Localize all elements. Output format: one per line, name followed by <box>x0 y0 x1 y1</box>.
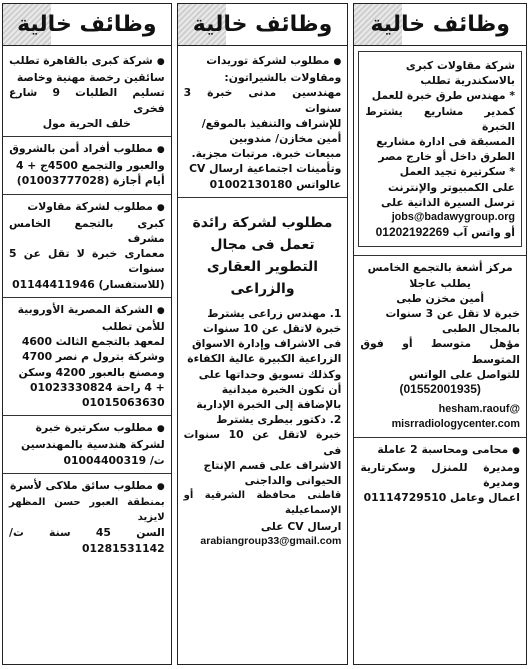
ad-email[interactable]: arabiangroup33@gmail.com <box>200 534 342 547</box>
ad-phone: (01552001935) <box>399 382 481 397</box>
ad-line: سائقين رخصة مهنية وخاصة <box>16 71 165 85</box>
ad-line: قاطنى محافظة الشرقية أو الإسماعيلية <box>183 490 342 517</box>
ad-line: اعمال وعامل 01114729510 <box>363 491 520 505</box>
ad-radiology-center <box>354 255 526 438</box>
ad-line: مبيعات خبرة. مرتبات مجزية. <box>191 147 342 161</box>
ad-line: الحيوانى والداجنى <box>244 474 342 488</box>
ad-construction-alexandria <box>358 51 522 247</box>
ad-line: معمارى خبرة لا تقل عن 5 سنوات <box>9 247 165 276</box>
ad-supplies-sheraton <box>178 46 348 198</box>
jobs-column-2 <box>177 3 349 665</box>
ad-line: مهندسين مدنى خبرة 3 سنوات <box>183 86 342 115</box>
ad-line: الزراعية الكبيرة عالية الكفاءة <box>187 352 342 366</box>
ad-line: مركز أشعة بالتجمع الخامس <box>367 261 513 275</box>
ad-private-driver <box>3 474 171 561</box>
ad-line: لشركة هندسية بالمهندسين <box>20 438 165 452</box>
ad-line: 2. دكتور بيطرى يشترط <box>216 413 342 427</box>
ad-headline: مطلوب لشركة رائدة تعمل فى مجال التطوير العقارى والزراعى <box>192 214 333 297</box>
ad-egyptian-european-security <box>3 298 171 416</box>
ad-line: ● محامى ومحاسبة 2 عاملة <box>360 442 520 459</box>
ad-line: السن 45 سنة ت/ 01281531142 <box>9 526 165 555</box>
ad-line: بالإضافة إلى الخبرة الإدارية <box>196 398 342 412</box>
ad-line: ارسال CV على <box>260 519 342 533</box>
jobs-column-1 <box>353 3 527 665</box>
column-header <box>354 4 526 46</box>
ad-line: يطلب عاجلا <box>409 276 471 290</box>
ad-line: أن تكون الخبرة ميدانية <box>221 382 342 396</box>
ad-line: ترسل السيرة الذاتية على <box>381 195 515 209</box>
ad-email[interactable]: jobs@badawygroup.org <box>391 211 515 224</box>
whatsapp-number: 01202192269 <box>375 225 450 240</box>
ad-line: عالواتس 01002130180 <box>209 177 342 191</box>
ad-line: أيام أجازة (01003777028) <box>16 174 165 188</box>
ad-line: بالاسكندرية تطلب <box>420 74 515 88</box>
ad-line: لمعهد بالتجمع الثالث 4600 <box>21 335 165 349</box>
ad-email-part1[interactable]: hesham.raouf@ <box>438 403 520 416</box>
whatsapp-label: أو واتس آب <box>452 226 515 240</box>
ad-household-staff <box>354 438 526 510</box>
column-header <box>178 4 348 46</box>
ad-line: أمين مخزن طبى <box>396 291 485 305</box>
ad-secretary-engineering <box>3 416 171 474</box>
ad-line: * مهندس طرق خبرة للعمل <box>371 89 515 103</box>
ad-line: ● شركة كبرى بالقاهرة تطلب <box>9 53 165 70</box>
ad-line: ● مطلوب لشركة توريدات <box>184 53 342 70</box>
ad-line: 01015063630 <box>82 396 165 410</box>
ad-drivers-cairo <box>3 46 171 137</box>
ad-line: فى الاشراف وإدارة الاسواق <box>192 337 342 351</box>
ad-line: للإشراف والتنفيذ بالموقع/ <box>201 116 342 130</box>
ad-line: + 4 راحة 01023330824 <box>29 380 165 394</box>
ad-email-part2[interactable]: misrradiologycenter.com <box>391 418 520 431</box>
ad-line: ومقاولات بالشيراتون: <box>224 71 342 85</box>
ad-whatsapp <box>365 225 515 240</box>
ad-line: كبرى بالتجمع الخامس مشرف <box>9 216 165 246</box>
ad-architect-supervisor <box>3 195 171 298</box>
ad-line: للأمن تطلب <box>101 320 165 334</box>
ad-line: وتأمينات اجتماعية ارسال CV <box>189 162 342 176</box>
header-title: وظائف خالية <box>17 12 157 37</box>
ad-line: ● مطلوب سكرتيرة خبرة <box>9 420 165 437</box>
ad-line: شركة مقاولات كبرى <box>405 59 515 72</box>
ad-line: ● مطلوب أفراد أمن بالشروق <box>9 141 165 158</box>
ad-line: وكذلك تسويق وحداتها على <box>198 367 342 381</box>
ad-line: خلف الحرية مول <box>42 116 131 130</box>
ad-line: خبرة لاتقل عن 10 سنوات <box>203 322 342 336</box>
ad-line: بالمجال الطبى <box>442 322 520 336</box>
ad-line: خبرة لاتقل عن 10 سنوات فى <box>183 428 342 457</box>
ad-line: خبرة لا تقل عن 3 سنوات <box>385 307 520 321</box>
column-header <box>3 4 171 46</box>
ad-line: الطرق داخل أو خارج مصر <box>378 150 515 164</box>
ad-line: مؤهل متوسط أو فوق المتوسط <box>360 337 520 366</box>
ad-line: تسليم الطلبات 9 شارع فخرى <box>9 86 165 115</box>
ad-line: على الكمبيوتر والإنترنت <box>388 180 515 194</box>
ad-real-estate-agri <box>178 198 348 554</box>
ad-security-guards <box>3 137 171 195</box>
ad-line: ومصنع بالعبور 4200 وسكن <box>18 365 165 379</box>
header-title: وظائف خالية <box>370 12 510 37</box>
ad-line: للتواصل على الواتس <box>408 367 520 381</box>
ad-line: والعبور والتجمع 4500ج + 4 <box>15 159 165 173</box>
ad-line: أمين مخازن/ مندوبين <box>229 132 342 146</box>
ad-line: 1. مهندس زراعى يشترط <box>207 306 342 320</box>
ad-line: (للاستفسار) 01144411946 <box>12 277 165 291</box>
ad-line: وشركة بترول م نصر 4700 <box>22 350 165 364</box>
ad-line: ومديرة للمنزل وسكرتارية ومديرة <box>360 460 520 489</box>
ad-line: ● مطلوب لشركة مقاولات <box>9 199 165 216</box>
ad-line: كمدير مشاريع يشترط الخبرة <box>365 104 515 133</box>
ad-line: بمنطقة العبور حسن المظهر لايزيد <box>9 497 165 524</box>
ad-line: ● الشركة المصرية الأوروبية <box>9 302 165 319</box>
ad-line: الاشراف على قسم الإنتاج <box>203 458 342 472</box>
ad-line: ت/ 01004400319 <box>63 453 165 467</box>
ad-line: ● مطلوب سائق ملاكى لأسرة <box>9 478 165 495</box>
ad-line: * سكرتيرة تجيد العمل <box>399 165 515 179</box>
header-title: وظائف خالية <box>192 12 333 37</box>
ad-line: المسبقة فى ادارة مشاريع <box>376 135 515 149</box>
jobs-column-3 <box>2 3 172 665</box>
